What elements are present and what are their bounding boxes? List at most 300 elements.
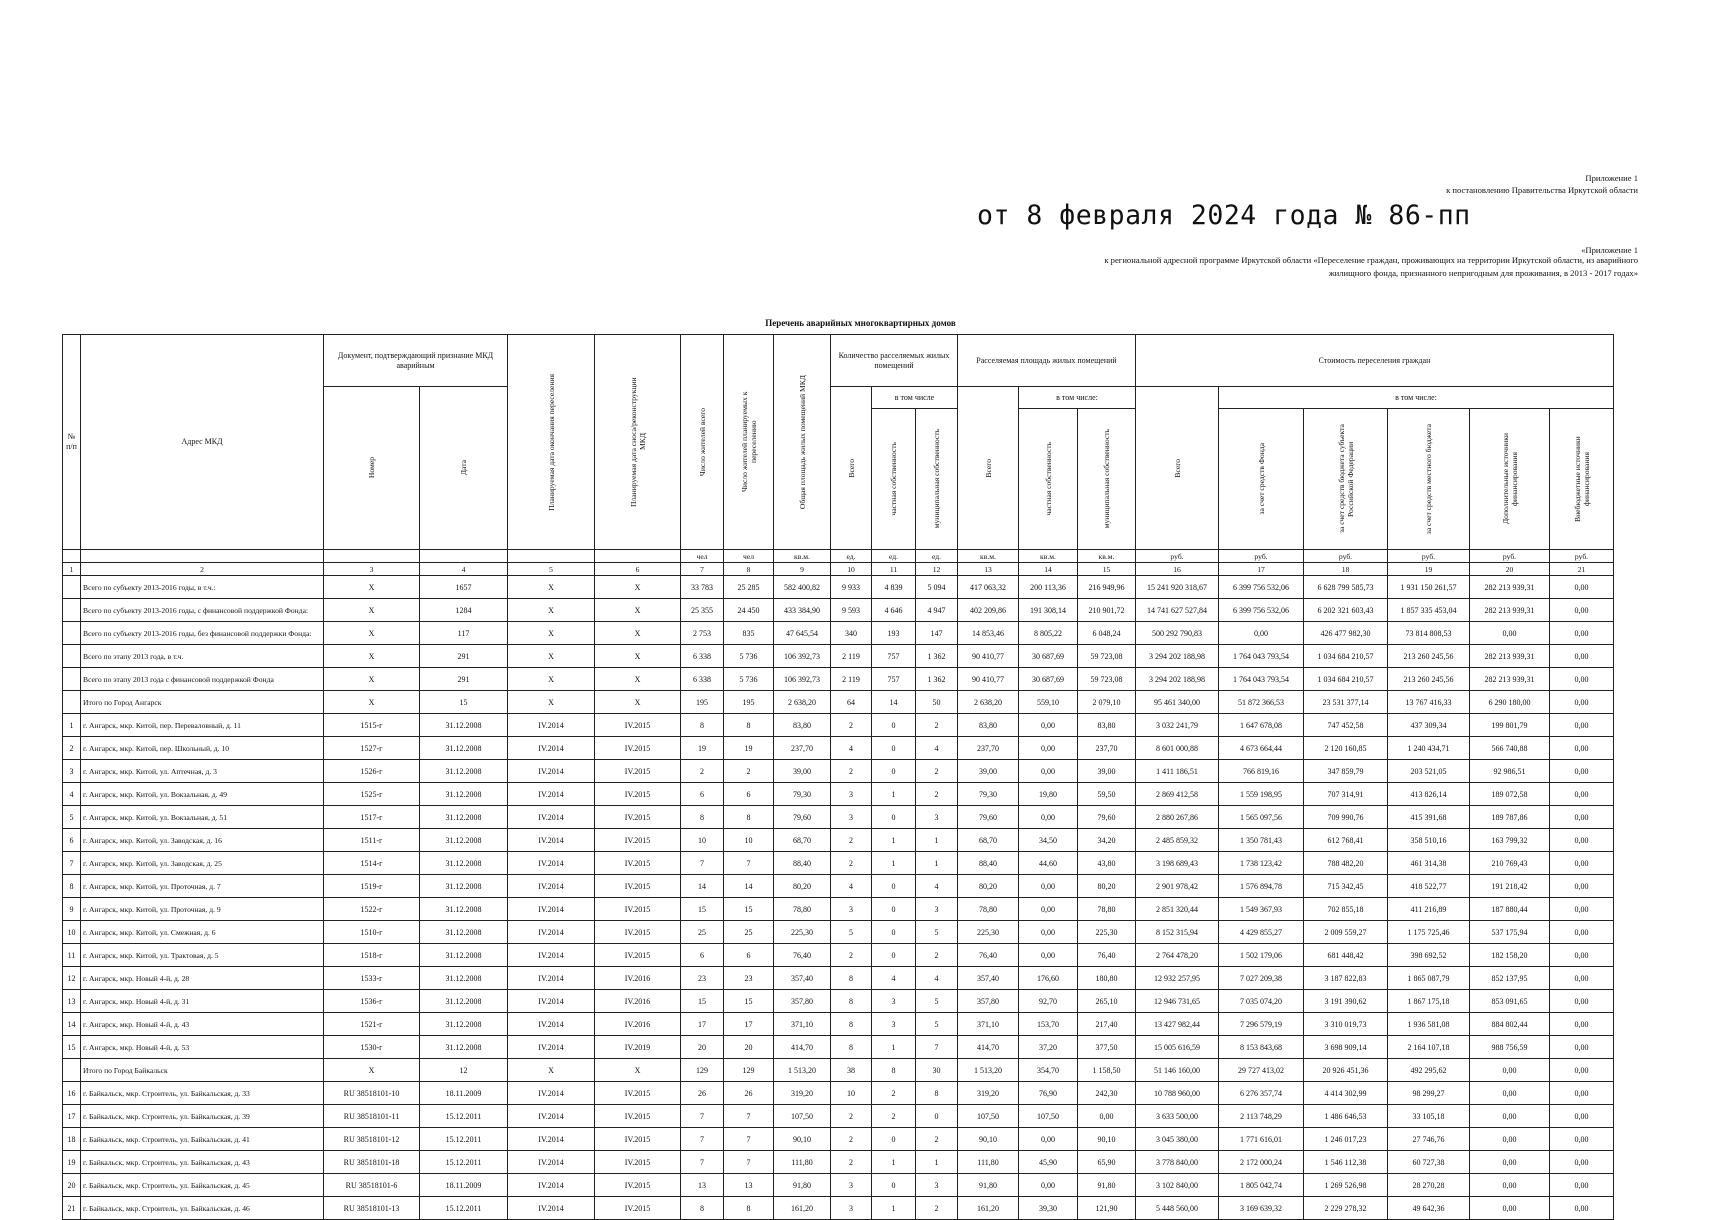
table-cell: 612 768,41 bbox=[1304, 829, 1388, 852]
table-cell: 3 294 202 188,98 bbox=[1136, 645, 1219, 668]
table-cell: 19,80 bbox=[1019, 783, 1078, 806]
table-cell: 49 642,36 bbox=[1388, 1197, 1470, 1220]
table-cell: 8 bbox=[724, 806, 774, 829]
address-cell: г. Ангарск, мкр. Новый 4-й, д. 31 bbox=[81, 990, 324, 1013]
table-cell: 1 576 894,78 bbox=[1219, 875, 1304, 898]
table-cell: 371,10 bbox=[774, 1013, 831, 1036]
table-row bbox=[63, 714, 1614, 737]
column-numbers-row bbox=[63, 563, 1614, 576]
table-cell: IV.2016 bbox=[595, 967, 681, 990]
unit-cell-3 bbox=[324, 550, 420, 563]
table-row bbox=[63, 576, 1614, 599]
table-cell: 25 bbox=[724, 921, 774, 944]
program-reference: к региональной адресной программе Иркутской области «Переселение граждан, проживающих на территории Иркутской области, из аварийного жилищного фонда, признанного непригодным для проживания, в 2013 - 2017 годах» bbox=[1104, 255, 1638, 278]
table-cell: 217,40 bbox=[1078, 1013, 1136, 1036]
table-cell: 2 bbox=[872, 1105, 916, 1128]
col-area-municipal: муниципальная собственность bbox=[1078, 409, 1136, 550]
table-cell: 18.11.2009 bbox=[420, 1082, 508, 1105]
table-cell: 1 246 017,23 bbox=[1304, 1128, 1388, 1151]
table-cell: 2 bbox=[831, 1105, 872, 1128]
table-cell: IV.2014 bbox=[508, 1128, 595, 1151]
table-cell: IV.2014 bbox=[508, 1082, 595, 1105]
table-cell: 31.12.2008 bbox=[420, 852, 508, 875]
table-cell: 13 bbox=[724, 1174, 774, 1197]
table-cell: 2 164 107,18 bbox=[1388, 1036, 1470, 1059]
address-cell: г. Байкальск, мкр. Строитель, ул. Байкальская, д. 46 bbox=[81, 1197, 324, 1220]
appendix-label-2: «Приложение 1 bbox=[1581, 245, 1638, 255]
table-cell: 715 342,45 bbox=[1304, 875, 1388, 898]
table-cell: 357,40 bbox=[774, 967, 831, 990]
col-area-total: Всего bbox=[958, 387, 1019, 550]
col-number-cell-17: 17 bbox=[1219, 563, 1304, 576]
table-cell: 25 285 bbox=[724, 576, 774, 599]
col-address: Адрес МКД bbox=[81, 335, 324, 550]
table-cell: 461 314,38 bbox=[1388, 852, 1470, 875]
table-cell: 291 bbox=[420, 668, 508, 691]
table-cell: 3 bbox=[916, 898, 958, 921]
table-cell: 65,90 bbox=[1078, 1151, 1136, 1174]
table-cell: 210 769,43 bbox=[1470, 852, 1550, 875]
table-cell: 31.12.2008 bbox=[420, 737, 508, 760]
table-cell: 106 392,73 bbox=[774, 668, 831, 691]
table-cell: 8 bbox=[63, 875, 81, 898]
table-cell: 10 bbox=[831, 1082, 872, 1105]
table-cell: 31.12.2008 bbox=[420, 944, 508, 967]
address-cell: г. Ангарск, мкр. Новый 4-й, д. 28 bbox=[81, 967, 324, 990]
table-cell: 1518-г bbox=[324, 944, 420, 967]
address-cell: Всего по этапу 2013 года, в т.ч. bbox=[81, 645, 324, 668]
table-cell: 1527-г bbox=[324, 737, 420, 760]
table-cell: 2 bbox=[916, 1197, 958, 1220]
table-cell: 1 546 112,38 bbox=[1304, 1151, 1388, 1174]
address-cell: г. Ангарск, мкр. Китой, пер. Переваловный, д. 11 bbox=[81, 714, 324, 737]
table-cell: 27 746,76 bbox=[1388, 1128, 1470, 1151]
table-cell: 79,60 bbox=[1078, 806, 1136, 829]
table-cell: 3 bbox=[872, 990, 916, 1013]
table-cell: 33 105,18 bbox=[1388, 1105, 1470, 1128]
table-cell: 6 048,24 bbox=[1078, 622, 1136, 645]
table-cell: 4 414 302,99 bbox=[1304, 1082, 1388, 1105]
table-row bbox=[63, 967, 1614, 990]
table-row bbox=[63, 691, 1614, 714]
table-cell: 92,70 bbox=[1019, 990, 1078, 1013]
table-cell: 8 bbox=[681, 806, 724, 829]
table-cell: 20 bbox=[724, 1036, 774, 1059]
table-cell: 13 767 416,33 bbox=[1388, 691, 1470, 714]
col-area-private: частная собственность bbox=[1019, 409, 1078, 550]
table-cell: 111,80 bbox=[774, 1151, 831, 1174]
col-number-cell-8: 8 bbox=[724, 563, 774, 576]
table-cell: 31.12.2008 bbox=[420, 898, 508, 921]
table-cell: 414,70 bbox=[774, 1036, 831, 1059]
address-cell: г. Байкальск, мкр. Строитель, ул. Байкальская, д. 45 bbox=[81, 1174, 324, 1197]
table-cell: 3 bbox=[872, 1013, 916, 1036]
table-cell: 0,00 bbox=[1550, 990, 1614, 1013]
table-cell: 7 bbox=[724, 1128, 774, 1151]
table-cell: 1 bbox=[872, 1151, 916, 1174]
col-number-cell-3: 3 bbox=[324, 563, 420, 576]
table-cell: 8 601 000,88 bbox=[1136, 737, 1219, 760]
table-cell: 34,20 bbox=[1078, 829, 1136, 852]
table-cell: 0,00 bbox=[1550, 944, 1614, 967]
table-cell: 191 308,14 bbox=[1019, 599, 1078, 622]
table-cell: 147 bbox=[916, 622, 958, 645]
table-cell: 4 839 bbox=[872, 576, 916, 599]
table-cell: IV.2014 bbox=[508, 1197, 595, 1220]
table-cell: IV.2014 bbox=[508, 829, 595, 852]
table-cell: 537 175,94 bbox=[1470, 921, 1550, 944]
table-cell: 79,60 bbox=[774, 806, 831, 829]
table-cell: 1 bbox=[872, 829, 916, 852]
table-cell: 0,00 bbox=[1550, 852, 1614, 875]
table-cell: 187 880,44 bbox=[1470, 898, 1550, 921]
table-cell: 24 450 bbox=[724, 599, 774, 622]
table-cell: 2 079,10 bbox=[1078, 691, 1136, 714]
table-cell: 3 bbox=[63, 760, 81, 783]
table-cell: 31.12.2008 bbox=[420, 875, 508, 898]
table-cell: 1 805 042,74 bbox=[1219, 1174, 1304, 1197]
col-number-cell-1: 1 bbox=[63, 563, 81, 576]
table-cell: 2 638,20 bbox=[774, 691, 831, 714]
table-row bbox=[63, 875, 1614, 898]
table-cell: RU 38518101-13 bbox=[324, 1197, 420, 1220]
table-cell: 12 932 257,95 bbox=[1136, 967, 1219, 990]
table-cell: 7 bbox=[724, 852, 774, 875]
table-cell: 1 931 150 261,57 bbox=[1388, 576, 1470, 599]
table-cell: 1 936 581,08 bbox=[1388, 1013, 1470, 1036]
col-cost-total: Всего bbox=[1136, 387, 1219, 550]
table-cell: IV.2014 bbox=[508, 1174, 595, 1197]
table-cell: 3 bbox=[916, 1174, 958, 1197]
table-cell: 68,70 bbox=[774, 829, 831, 852]
table-cell: 282 213 939,31 bbox=[1470, 645, 1550, 668]
table-cell: 91,80 bbox=[1078, 1174, 1136, 1197]
table-cell: 163 799,32 bbox=[1470, 829, 1550, 852]
table-cell: 3 bbox=[831, 806, 872, 829]
table-cell: 1 486 646,53 bbox=[1304, 1105, 1388, 1128]
table-cell: X bbox=[324, 622, 420, 645]
table-cell: 681 448,42 bbox=[1304, 944, 1388, 967]
table-cell: 0,00 bbox=[1550, 1036, 1614, 1059]
table-cell: 90,10 bbox=[774, 1128, 831, 1151]
table-row bbox=[63, 1105, 1614, 1128]
table-cell: 10 bbox=[63, 921, 81, 944]
table-cell: 210 901,72 bbox=[1078, 599, 1136, 622]
table-cell: 91,80 bbox=[958, 1174, 1019, 1197]
table-cell: 2 851 320,44 bbox=[1136, 898, 1219, 921]
table-cell: X bbox=[508, 691, 595, 714]
table-cell: 500 292 790,83 bbox=[1136, 622, 1219, 645]
table-cell: 17 bbox=[724, 1013, 774, 1036]
table-cell: 34,50 bbox=[1019, 829, 1078, 852]
table-cell: 1517-г bbox=[324, 806, 420, 829]
table-cell: 1515-г bbox=[324, 714, 420, 737]
table-cell: 31.12.2008 bbox=[420, 967, 508, 990]
table-cell: 884 802,44 bbox=[1470, 1013, 1550, 1036]
table-cell: 0 bbox=[872, 1128, 916, 1151]
table-cell: 60 727,38 bbox=[1388, 1151, 1470, 1174]
table-cell: 64 bbox=[831, 691, 872, 714]
table-cell: 1 362 bbox=[916, 645, 958, 668]
table-cell: 79,30 bbox=[774, 783, 831, 806]
table-cell: X bbox=[595, 668, 681, 691]
table-cell: 0,00 bbox=[1219, 622, 1304, 645]
table-cell: 43,80 bbox=[1078, 852, 1136, 875]
table-cell: 28 270,28 bbox=[1388, 1174, 1470, 1197]
table-cell: X bbox=[508, 576, 595, 599]
table-cell: 1 bbox=[872, 1197, 916, 1220]
table-cell: 59 723,08 bbox=[1078, 668, 1136, 691]
table-cell: 6 399 756 532,06 bbox=[1219, 599, 1304, 622]
col-count-municipal: муниципальная собственность bbox=[916, 409, 958, 550]
decree-date-number: от 8 февраля 2024 года № 86-пп bbox=[977, 200, 1471, 231]
table-cell bbox=[63, 645, 81, 668]
table-cell: 80,20 bbox=[774, 875, 831, 898]
table-cell: 51 872 366,53 bbox=[1219, 691, 1304, 714]
table-cell: 8 bbox=[724, 1197, 774, 1220]
table-cell: 8 bbox=[831, 1013, 872, 1036]
table-cell: 176,60 bbox=[1019, 967, 1078, 990]
table-cell: 8 152 315,94 bbox=[1136, 921, 1219, 944]
table-cell: 17 bbox=[63, 1105, 81, 1128]
table-row bbox=[63, 944, 1614, 967]
table-cell: 5 bbox=[916, 990, 958, 1013]
table-cell: 0,00 bbox=[1019, 921, 1078, 944]
table-cell: 11 bbox=[63, 944, 81, 967]
table-cell: 83,80 bbox=[958, 714, 1019, 737]
table-cell: 15 241 920 318,67 bbox=[1136, 576, 1219, 599]
table-cell: IV.2015 bbox=[595, 1128, 681, 1151]
table-cell: 4 429 855,27 bbox=[1219, 921, 1304, 944]
table-cell: 225,30 bbox=[1078, 921, 1136, 944]
table-row bbox=[63, 1082, 1614, 1105]
table-cell: 31.12.2008 bbox=[420, 1036, 508, 1059]
table-cell: 31.12.2008 bbox=[420, 783, 508, 806]
table-cell: 5 bbox=[916, 921, 958, 944]
table-cell: 15 bbox=[681, 990, 724, 1013]
table-cell: 31.12.2008 bbox=[420, 990, 508, 1013]
table-cell: 15 bbox=[420, 691, 508, 714]
table-cell: 2 901 978,42 bbox=[1136, 875, 1219, 898]
table-cell: 78,80 bbox=[1078, 898, 1136, 921]
table-cell: 15 bbox=[724, 898, 774, 921]
col-number-cell-6: 6 bbox=[595, 563, 681, 576]
table-cell: RU 38518101-12 bbox=[324, 1128, 420, 1151]
table-cell: 80,20 bbox=[1078, 875, 1136, 898]
table-cell: 1 bbox=[916, 1151, 958, 1174]
table-cell: 402 209,86 bbox=[958, 599, 1019, 622]
table-cell: 31.12.2008 bbox=[420, 921, 508, 944]
table-cell: IV.2015 bbox=[595, 829, 681, 852]
table-row bbox=[63, 737, 1614, 760]
table-cell: 707 314,91 bbox=[1304, 783, 1388, 806]
table-cell: 15 005 616,59 bbox=[1136, 1036, 1219, 1059]
table-cell: 107,50 bbox=[774, 1105, 831, 1128]
table-cell: 2 485 859,32 bbox=[1136, 829, 1219, 852]
table-cell: 15.12.2011 bbox=[420, 1151, 508, 1174]
table-cell: 2 869 412,58 bbox=[1136, 783, 1219, 806]
table-cell: 7 027 209,38 bbox=[1219, 967, 1304, 990]
table-cell: 117 bbox=[420, 622, 508, 645]
table-cell: 1 865 087,79 bbox=[1388, 967, 1470, 990]
table-cell: 1 034 684 210,57 bbox=[1304, 645, 1388, 668]
table-cell: 15 bbox=[724, 990, 774, 1013]
table-cell: 7 bbox=[681, 1151, 724, 1174]
table-cell: 98 299,27 bbox=[1388, 1082, 1470, 1105]
table-cell: 1536-г bbox=[324, 990, 420, 1013]
table-cell: 5 bbox=[63, 806, 81, 829]
table-cell: 121,90 bbox=[1078, 1197, 1136, 1220]
address-cell: г. Ангарск, мкр. Китой, ул. Вокзальная, д. 49 bbox=[81, 783, 324, 806]
col-count-private: частная собственность bbox=[872, 409, 916, 550]
table-cell: IV.2016 bbox=[595, 990, 681, 1013]
col-number-cell-12: 12 bbox=[916, 563, 958, 576]
table-cell: 0,00 bbox=[1019, 1128, 1078, 1151]
unit-cell-13: кв.м. bbox=[958, 550, 1019, 563]
col-planned-end: Планируемая дата окончания переселения bbox=[508, 335, 595, 550]
table-cell: 3 778 840,00 bbox=[1136, 1151, 1219, 1174]
table-cell: 766 819,16 bbox=[1219, 760, 1304, 783]
table-cell: 1522-г bbox=[324, 898, 420, 921]
table-cell: 59,50 bbox=[1078, 783, 1136, 806]
table-cell: 8 153 843,68 bbox=[1219, 1036, 1304, 1059]
table-cell: X bbox=[324, 668, 420, 691]
table-cell: 358 510,16 bbox=[1388, 829, 1470, 852]
table-cell: 282 213 939,31 bbox=[1470, 599, 1550, 622]
table-cell: 18 bbox=[63, 1128, 81, 1151]
unit-cell-17: руб. bbox=[1219, 550, 1304, 563]
table-cell: 7 035 074,20 bbox=[1219, 990, 1304, 1013]
table-cell: X bbox=[324, 645, 420, 668]
table-cell: 1 857 335 453,04 bbox=[1388, 599, 1470, 622]
table-cell: IV.2014 bbox=[508, 898, 595, 921]
table-cell: 7 bbox=[681, 852, 724, 875]
table-cell: 2 880 267,86 bbox=[1136, 806, 1219, 829]
table-cell: 1533-г bbox=[324, 967, 420, 990]
table-cell: 237,70 bbox=[958, 737, 1019, 760]
table-cell: 0,00 bbox=[1550, 967, 1614, 990]
table-cell: 2 bbox=[831, 852, 872, 875]
table-cell: IV.2014 bbox=[508, 1151, 595, 1174]
table-cell: 0,00 bbox=[1470, 622, 1550, 645]
table-cell: 19 bbox=[63, 1151, 81, 1174]
table-cell: 2 753 bbox=[681, 622, 724, 645]
table-cell bbox=[63, 622, 81, 645]
table-cell: IV.2014 bbox=[508, 875, 595, 898]
table-cell: 0,00 bbox=[1019, 944, 1078, 967]
unit-cell-15: кв.м. bbox=[1078, 550, 1136, 563]
table-cell: 1 bbox=[872, 1036, 916, 1059]
col-cost-incl: в том числе: bbox=[1219, 387, 1614, 409]
table-cell: 757 bbox=[872, 645, 916, 668]
table-cell: 1 bbox=[916, 829, 958, 852]
table-cell: 1 771 616,01 bbox=[1219, 1128, 1304, 1151]
table-cell: IV.2014 bbox=[508, 737, 595, 760]
table-cell: 2 172 000,24 bbox=[1219, 1151, 1304, 1174]
table-cell: 23 bbox=[724, 967, 774, 990]
table-cell: 2 bbox=[831, 944, 872, 967]
table-cell: 2 bbox=[872, 1082, 916, 1105]
col-residents: Число жителей всего bbox=[681, 335, 724, 550]
table-cell: 0,00 bbox=[1550, 645, 1614, 668]
table-cell: 15.12.2011 bbox=[420, 1128, 508, 1151]
table-cell: 0,00 bbox=[1470, 1174, 1550, 1197]
table-cell: 357,80 bbox=[958, 990, 1019, 1013]
table-cell: 357,40 bbox=[958, 967, 1019, 990]
table-cell: 1 350 781,43 bbox=[1219, 829, 1304, 852]
col-document-group: Документ, подтверждающий признание МКД аварийным bbox=[324, 335, 508, 387]
table-cell: 161,20 bbox=[958, 1197, 1019, 1220]
table-cell: 1 bbox=[916, 852, 958, 875]
address-cell: г. Ангарск, мкр. Китой, ул. Аптечная, д. 3 bbox=[81, 760, 324, 783]
table-row bbox=[63, 1174, 1614, 1197]
table-cell: 3 191 390,62 bbox=[1304, 990, 1388, 1013]
table-cell: 14 bbox=[681, 875, 724, 898]
table-cell: 25 355 bbox=[681, 599, 724, 622]
table-cell: 2 113 748,29 bbox=[1219, 1105, 1304, 1128]
table-cell: 31.12.2008 bbox=[420, 760, 508, 783]
table-cell: 0,00 bbox=[1550, 1105, 1614, 1128]
address-cell: г. Ангарск, мкр. Новый 4-й, д. 53 bbox=[81, 1036, 324, 1059]
table-cell: 3 bbox=[831, 1197, 872, 1220]
table-cell: 6 bbox=[63, 829, 81, 852]
table-cell: 153,70 bbox=[1019, 1013, 1078, 1036]
table-cell: 0,00 bbox=[1470, 1059, 1550, 1082]
table-cell: 6 338 bbox=[681, 645, 724, 668]
table-cell: 107,50 bbox=[1019, 1105, 1078, 1128]
table-cell: 59 723,08 bbox=[1078, 645, 1136, 668]
table-cell: 1 411 186,51 bbox=[1136, 760, 1219, 783]
table-cell: 1525-г bbox=[324, 783, 420, 806]
table-cell: 1 502 179,06 bbox=[1219, 944, 1304, 967]
col-number-cell-20: 20 bbox=[1470, 563, 1550, 576]
table-row bbox=[63, 1059, 1614, 1082]
table-cell: IV.2015 bbox=[595, 921, 681, 944]
appendix-label: Приложение 1 bbox=[1585, 173, 1638, 183]
table-cell: IV.2015 bbox=[595, 852, 681, 875]
table-cell: 23 531 377,14 bbox=[1304, 691, 1388, 714]
table-cell: 1526-г bbox=[324, 760, 420, 783]
table-cell: 747 452,58 bbox=[1304, 714, 1388, 737]
table-cell: 4 bbox=[872, 967, 916, 990]
table-cell: 6 276 357,74 bbox=[1219, 1082, 1304, 1105]
table-cell: 2 bbox=[724, 760, 774, 783]
table-cell: 3 bbox=[916, 806, 958, 829]
table-cell: 19 bbox=[724, 737, 774, 760]
table-cell: 13 bbox=[63, 990, 81, 1013]
col-number-cell-11: 11 bbox=[872, 563, 916, 576]
table-cell: 0,00 bbox=[1550, 1174, 1614, 1197]
table-cell: 6 290 180,00 bbox=[1470, 691, 1550, 714]
table-header bbox=[63, 335, 1614, 576]
table-cell: 2 bbox=[681, 760, 724, 783]
table-cell: 0,00 bbox=[1019, 714, 1078, 737]
table-cell: 13 427 982,44 bbox=[1136, 1013, 1219, 1036]
table-cell: IV.2015 bbox=[595, 714, 681, 737]
table-cell bbox=[63, 576, 81, 599]
address-cell: г. Байкальск, мкр. Строитель, ул. Байкальская, д. 39 bbox=[81, 1105, 324, 1128]
table-cell: 7 bbox=[724, 1151, 774, 1174]
col-count-incl: в том числе bbox=[872, 387, 958, 409]
table-cell: 1 867 175,18 bbox=[1388, 990, 1470, 1013]
table-cell: X bbox=[508, 622, 595, 645]
table-cell: 203 521,05 bbox=[1388, 760, 1470, 783]
table-cell: 3 102 840,00 bbox=[1136, 1174, 1219, 1197]
table-cell: 242,30 bbox=[1078, 1082, 1136, 1105]
table-cell: 357,80 bbox=[774, 990, 831, 1013]
table-cell: 6 bbox=[681, 944, 724, 967]
table-cell: IV.2015 bbox=[595, 1151, 681, 1174]
